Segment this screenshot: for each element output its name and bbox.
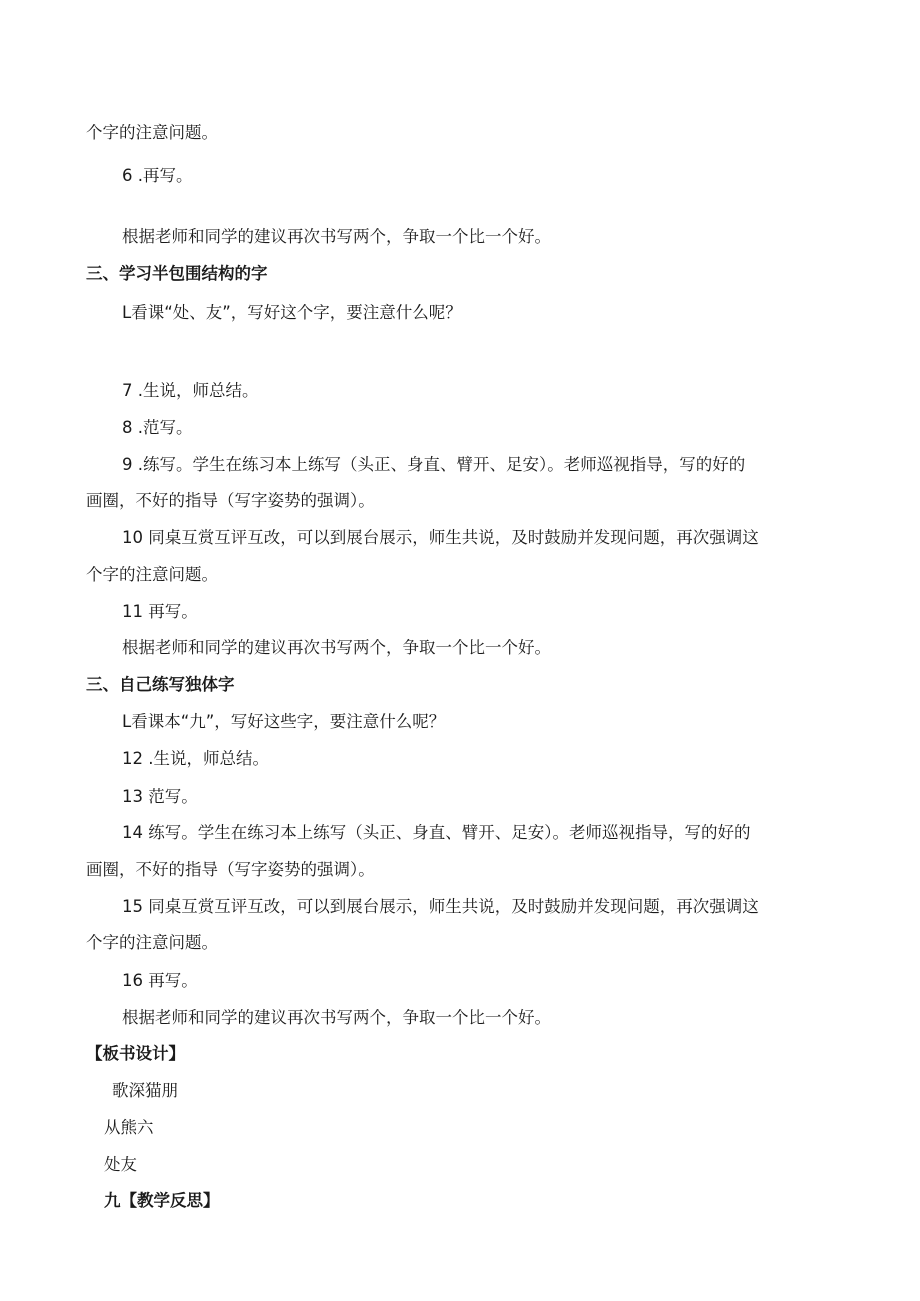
step-12: 12 .生说，师总结。 bbox=[122, 749, 269, 768]
section-heading: 三、自己练写独体字 bbox=[86, 675, 235, 694]
text-line: 画圈，不好的指导（写字姿势的强调）。 bbox=[86, 860, 375, 879]
step-7: 7 .生说，师总结。 bbox=[122, 381, 259, 400]
board-line: 从熊六 bbox=[104, 1118, 154, 1137]
board-design-heading: 【板书设计】 bbox=[86, 1044, 185, 1063]
text-line: 画圈，不好的指导（写字姿势的强调）。 bbox=[86, 491, 375, 510]
text-line: 根据老师和同学的建议再次书写两个，争取一个比一个好。 bbox=[122, 227, 551, 246]
step-15: 15 同桌互赏互评互改，可以到展台展示，师生共说，及时鼓励并发现问题，再次强调这 bbox=[122, 897, 759, 916]
text-line: 个字的注意问题。 bbox=[86, 123, 218, 142]
question-line: L看课“处、友”，写好这个字，要注意什么呢？ bbox=[122, 303, 462, 322]
step-16: 16 再写。 bbox=[122, 971, 198, 990]
step-13: 13 范写。 bbox=[122, 787, 198, 806]
text-line: 根据老师和同学的建议再次书写两个，争取一个比一个好。 bbox=[122, 1008, 551, 1027]
section-heading: 三、学习半包围结构的字 bbox=[86, 264, 268, 283]
step-14: 14 练写。学生在练习本上练写（头正、身直、臂开、足安）。老师巡视指导，写的好的 bbox=[122, 823, 751, 842]
teaching-reflection-heading: 九【教学反思】 bbox=[104, 1191, 220, 1210]
text-line: 个字的注意问题。 bbox=[86, 565, 218, 584]
step-11: 11 再写。 bbox=[122, 602, 198, 621]
board-line: 歌深猫朋 bbox=[112, 1081, 178, 1100]
step-10: 10 同桌互赏互评互改，可以到展台展示，师生共说，及时鼓励并发现问题，再次强调这 bbox=[122, 528, 759, 547]
board-line: 处友 bbox=[104, 1155, 137, 1174]
step-8: 8 .范写。 bbox=[122, 418, 193, 437]
question-line: L看课本“九”，写好这些字，要注意什么呢？ bbox=[122, 712, 446, 731]
step-9: 9 .练写。学生在练习本上练写（头正、身直、臂开、足安）。老师巡视指导，写的好的 bbox=[122, 455, 746, 474]
text-line: 根据老师和同学的建议再次书写两个，争取一个比一个好。 bbox=[122, 638, 551, 657]
text-line: 个字的注意问题。 bbox=[86, 933, 218, 952]
step-6: 6 .再写。 bbox=[122, 166, 193, 185]
